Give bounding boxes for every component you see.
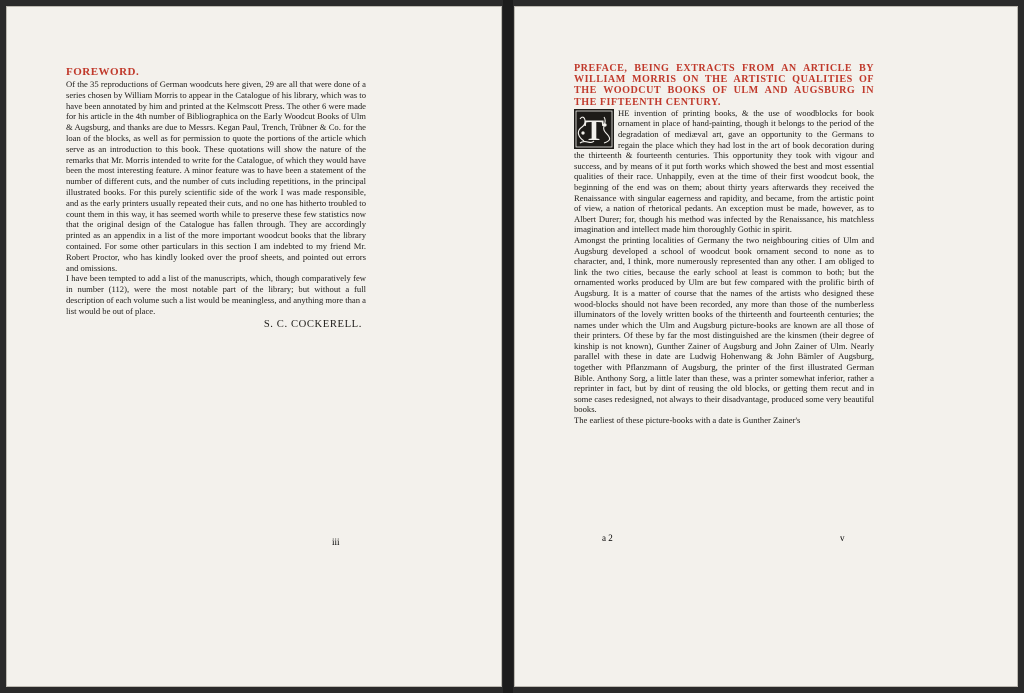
preface-heading: PREFACE, BEING EXTRACTS FROM AN ARTICLE BY WILLIAM MORRIS ON THE ARTISTIC QUALITIES OF THE WOODCUT BOOKS OF ULM AND AUGSBURG IN THE FIFTEENTH CENTURY.	[574, 63, 874, 108]
foreword-paragraph: I have been tempted to add a list of the manuscripts, which, though comparatively few in number (112), were the most notable part of the library; but without a full description of each volume such a list would be meaningless, and anything more than a list would be out of place.	[66, 273, 366, 316]
foreword-paragraph: Of the 35 reproductions of German woodcuts here given, 29 are all that were done of a series chosen by William Morris to appear in the Catalogue of his library, which was to have been annotated by him and printed at the Kelmscott Press. The other 6 were made for his article in the 4th number of Bibliographica on the Early Woodcut Books of Ulm & Augsburg, and thanks are due to Messrs. Kegan Paul, Trench, Trübner & Co. for the loan of the blocks, as well as for permission to quote the portions of the article which serve as an introduction to this book. These quotations will show the nature of the remarks that Mr. Morris intended to write for the Catalogue, of which they would have been the most interesting feature. A minor feature was to have been a statement of the number of different cuts, and the number of cuts including repetitions, in the principal illustrated books. For this purely scientific side of the work I was made responsible, and as the early printers usually repeated their cuts, and no one has hitherto troubled to count them in this way, it has seemed worth while to preserve these few statistics now that the original design of the Catalogue has fallen through. They are accordingly printed as an appendix in a list of the more important woodcut books that the library contained. For some other particulars in this section I am indebted to my friend Mr. Robert Proctor, who has kindly looked over the proof sheets, and pointed out errors and omissions.	[66, 79, 366, 273]
decorated-initial	[574, 109, 614, 149]
decorated-initial-ornament-icon	[574, 109, 614, 149]
preface-paragraph: Amongst the printing localities of Germany the two neighbouring cities of Ulm and Augsburg developed a school of woodcut book ornament second to none as to character, and, I think, more numerously represented than any other. I am obliged to link the two cities, because the early school at least is common to both; but the ornamented works produced by Ulm are but few compared with the prolific birth of Augsburg. It is a matter of course that the names of the artists who designed these wood-blocks should not have been recorded, any more than those of the numberless illuminators of the lovely written books of the thirteenth and fourteenth centuries; the names under which the Ulm and Augsburg picture-books are known are all those of their printers. Of these by far the most distinguished are the kinsmen (their degree of kinship is not known), Gunther Zainer of Augsburg and John Zainer of Ulm. Nearly parallel with these in date are Ludwig Hohenwang & John Bämler of Augsburg, together with Pflanzmann of Augsburg, the printer of the first illustrated German Bible. Anthony Sorg, a little later than these, was a printer somewhat inferior, rather a reprinter in fact, but by dint of reusing the old blocks, or getting them recut and in some cases redesigned, not always to their disadvantage, produced some very beautiful books.	[574, 234, 874, 415]
preface-paragraph: HE invention of printing books, & the use of woodblocks for book ornament in place of hand-painting, though it belongs to the period of the degradation of mediæval art, gave an opportunity to the Germans to regain the place which they had lost in the art of book decoration during the thirteenth & fourteenth centuries. This opportunity they took with vigour and success, and by means of it put forth works which showed the best and most essential qualities of their race. Unhappily, even at the time of their first woodcut book, the beginning of the end was on them; about thirty years afterwards they received the Renaissance with singular eagerness and rapidity, and became, from the artistic point of view, a nation of rhetorical pedants. An exception must be made, however, as to Albert Durer; for, though his method was infected by the Renaissance, his matchless imagination and intellect made him thoroughly Gothic in spirit.	[574, 107, 874, 235]
right-page	[514, 6, 1018, 687]
left-page	[6, 6, 502, 687]
signature-mark: a 2	[602, 533, 613, 543]
foreword-heading: FOREWORD.	[66, 66, 140, 78]
page-number: v	[840, 533, 845, 543]
page-number: iii	[332, 537, 340, 547]
preface-paragraph: The earliest of these picture-books with a date is Gunther Zainer's	[574, 415, 801, 426]
book-gutter	[503, 0, 513, 693]
preface-text-block	[574, 63, 874, 426]
signature: S. C. COCKERELL.	[263, 318, 362, 330]
foreword-text-block	[66, 66, 366, 330]
decorated-initial-letter: T	[583, 113, 605, 147]
